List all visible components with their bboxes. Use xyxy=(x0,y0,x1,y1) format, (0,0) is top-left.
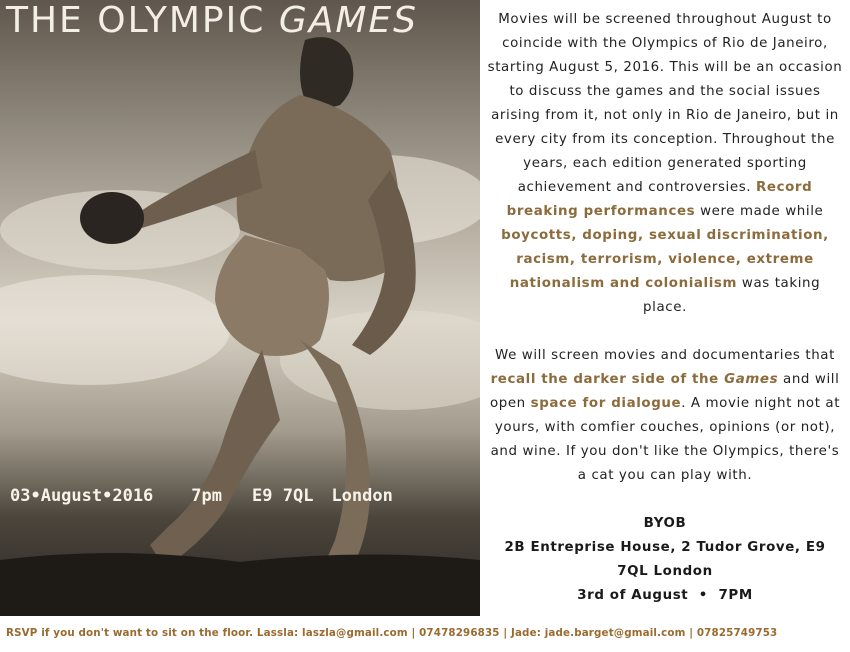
p1-highlight-records: Record breaking performances xyxy=(506,180,813,219)
title-emphasis: GAMES xyxy=(278,0,419,41)
description-column xyxy=(486,8,844,608)
p2-text-a: We will screen movies and documentaries that xyxy=(495,348,835,363)
p2-highlight-games: Games xyxy=(724,372,779,387)
poster-title xyxy=(6,0,418,41)
p1-text-b: were made while xyxy=(695,204,824,219)
rsvp-footer: RSVP if you don't want to sit on the floor. Lassla: laszla@gmail.com | 07478296835 | Jade: jade.barget@gmail.com | 07825749753 xyxy=(6,627,778,639)
event-details xyxy=(10,486,393,506)
event-time: 7pm xyxy=(191,486,223,506)
description-paragraph-2 xyxy=(486,344,844,488)
venue-address-line-1: 2B Entreprise House, 2 Tudor Grove, E9 xyxy=(504,540,826,555)
p2-highlight-dialogue: space for dialogue xyxy=(530,396,682,411)
p2-text-c: . A movie night not at yours, with comfier couches, opinions (or not), and wine. If you don't like the Olympics, there's a cat you can play with. xyxy=(490,396,841,483)
venue-byob: BYOB xyxy=(643,516,687,531)
event-date: 03•August•2016 xyxy=(10,486,154,506)
venue-address-line-2: 7QL London xyxy=(617,564,713,579)
p1-text-c: was taking place. xyxy=(643,276,821,315)
title-main: THE OLYMPIC xyxy=(6,0,279,41)
venue-date-time: 3rd of August • 7PM xyxy=(577,588,753,603)
p1-text-a: Movies will be screened throughout August to coincide with the Olympics of Rio de Janeiro, starting August 5, 2016. This will be an occasion to discuss the games and the social issues arising from it, not only in Rio de Janeiro, but in every city from its conception. Throughout the years, each edition generated sporting achievement and controversies. xyxy=(487,12,843,195)
p2-text-b: and will open xyxy=(489,372,840,411)
p2-highlight-darker-side: recall the darker side of the xyxy=(490,372,725,387)
event-postcode: E9 7QL xyxy=(252,486,314,506)
p1-highlight-issues: boycotts, doping, sexual discrimination, racism, terrorism, violence, extreme nationalism and colonialism xyxy=(501,228,829,291)
description-paragraph-1 xyxy=(486,8,844,320)
event-city: London xyxy=(331,486,393,506)
